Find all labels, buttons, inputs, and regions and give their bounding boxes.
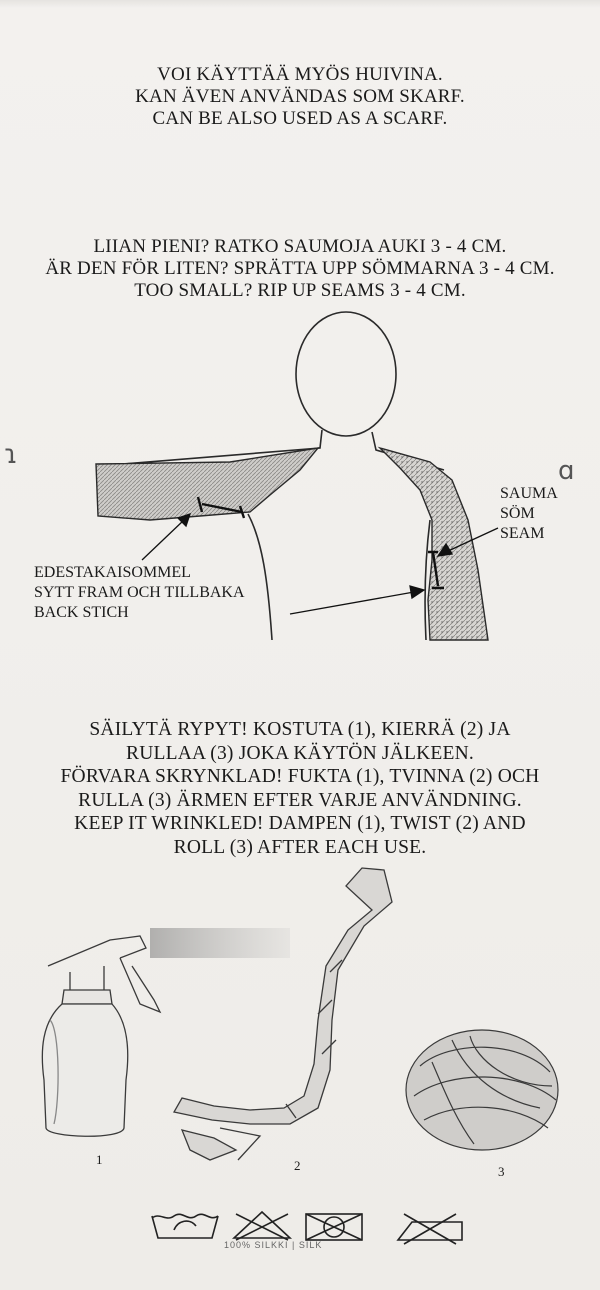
spray-mist (150, 928, 290, 958)
step-number-2: 2 (294, 1158, 301, 1173)
care-line: RULLA (3) ÄRMEN EFTER VARJE ANVÄNDNING. (78, 789, 522, 811)
spray-bottle-illustration (42, 936, 160, 1136)
left-torso-line (248, 514, 272, 640)
left-sleeve (96, 448, 318, 520)
care-line: KEEP IT WRINKLED! DAMPEN (1), TWIST (2) AND (74, 813, 526, 834)
handwritten-mark: ɑ (558, 456, 575, 486)
twisted-sleeve-illustration (174, 868, 392, 1160)
repair-line: ÄR DEN FÖR LITEN? SPRÄTTA UPP SÖMMARNA 3 - 4 CM. (45, 258, 555, 279)
intro-line: KAN ÄVEN ANVÄNDAS SOM SKARF. (135, 86, 465, 107)
back-stitch-label (34, 563, 245, 623)
head-outline (296, 312, 396, 436)
step-number-1: 1 (96, 1152, 103, 1167)
seam-label-line: SÖM (500, 505, 535, 522)
stitch-label-line: EDESTAKAISOMMEL (34, 564, 191, 581)
stitch-label-line: BACK STICH (34, 604, 129, 621)
right-sleeve (380, 448, 488, 640)
care-line: SÄILYTÄ RYPYT! KOSTUTA (1), KIERRÄ (2) JA (89, 719, 511, 740)
hand-wash-icon (152, 1214, 218, 1238)
seam-label-line: SAUMA (500, 485, 558, 502)
repair-line: LIIAN PIENI? RATKO SAUMOJA AUKI 3 - 4 CM. (93, 236, 507, 257)
step-number-3: 3 (498, 1164, 505, 1179)
handwritten-mark: ɿ (4, 440, 18, 470)
material-text: 100% SILKKI | SILK (224, 1240, 323, 1250)
seam-label (500, 484, 558, 544)
care-instructions (0, 718, 600, 859)
seam-label-line: SEAM (500, 525, 545, 542)
care-line: FÖRVARA SKRYNKLAD! FUKTA (1), TVINNA (2) OCH (60, 766, 540, 787)
care-line: ROLL (3) AFTER EACH USE. (173, 836, 427, 858)
no-bleach-icon (234, 1212, 290, 1240)
rolled-sleeve-illustration (406, 1030, 558, 1150)
no-tumble-dry-icon (306, 1214, 362, 1240)
no-wring-icon (398, 1214, 462, 1244)
intro-line: VOI KÄYTTÄÄ MYÖS HUIVINA. (157, 64, 443, 85)
intro-line: CAN BE ALSO USED AS A SCARF. (152, 108, 448, 129)
stitch-label-line: SYTT FRAM OCH TILLBAKA (34, 584, 245, 601)
care-line: RULLAA (3) JOKA KÄYTÖN JÄLKEEN. (126, 742, 474, 764)
repair-line: TOO SMALL? RIP UP SEAMS 3 - 4 CM. (134, 280, 466, 301)
